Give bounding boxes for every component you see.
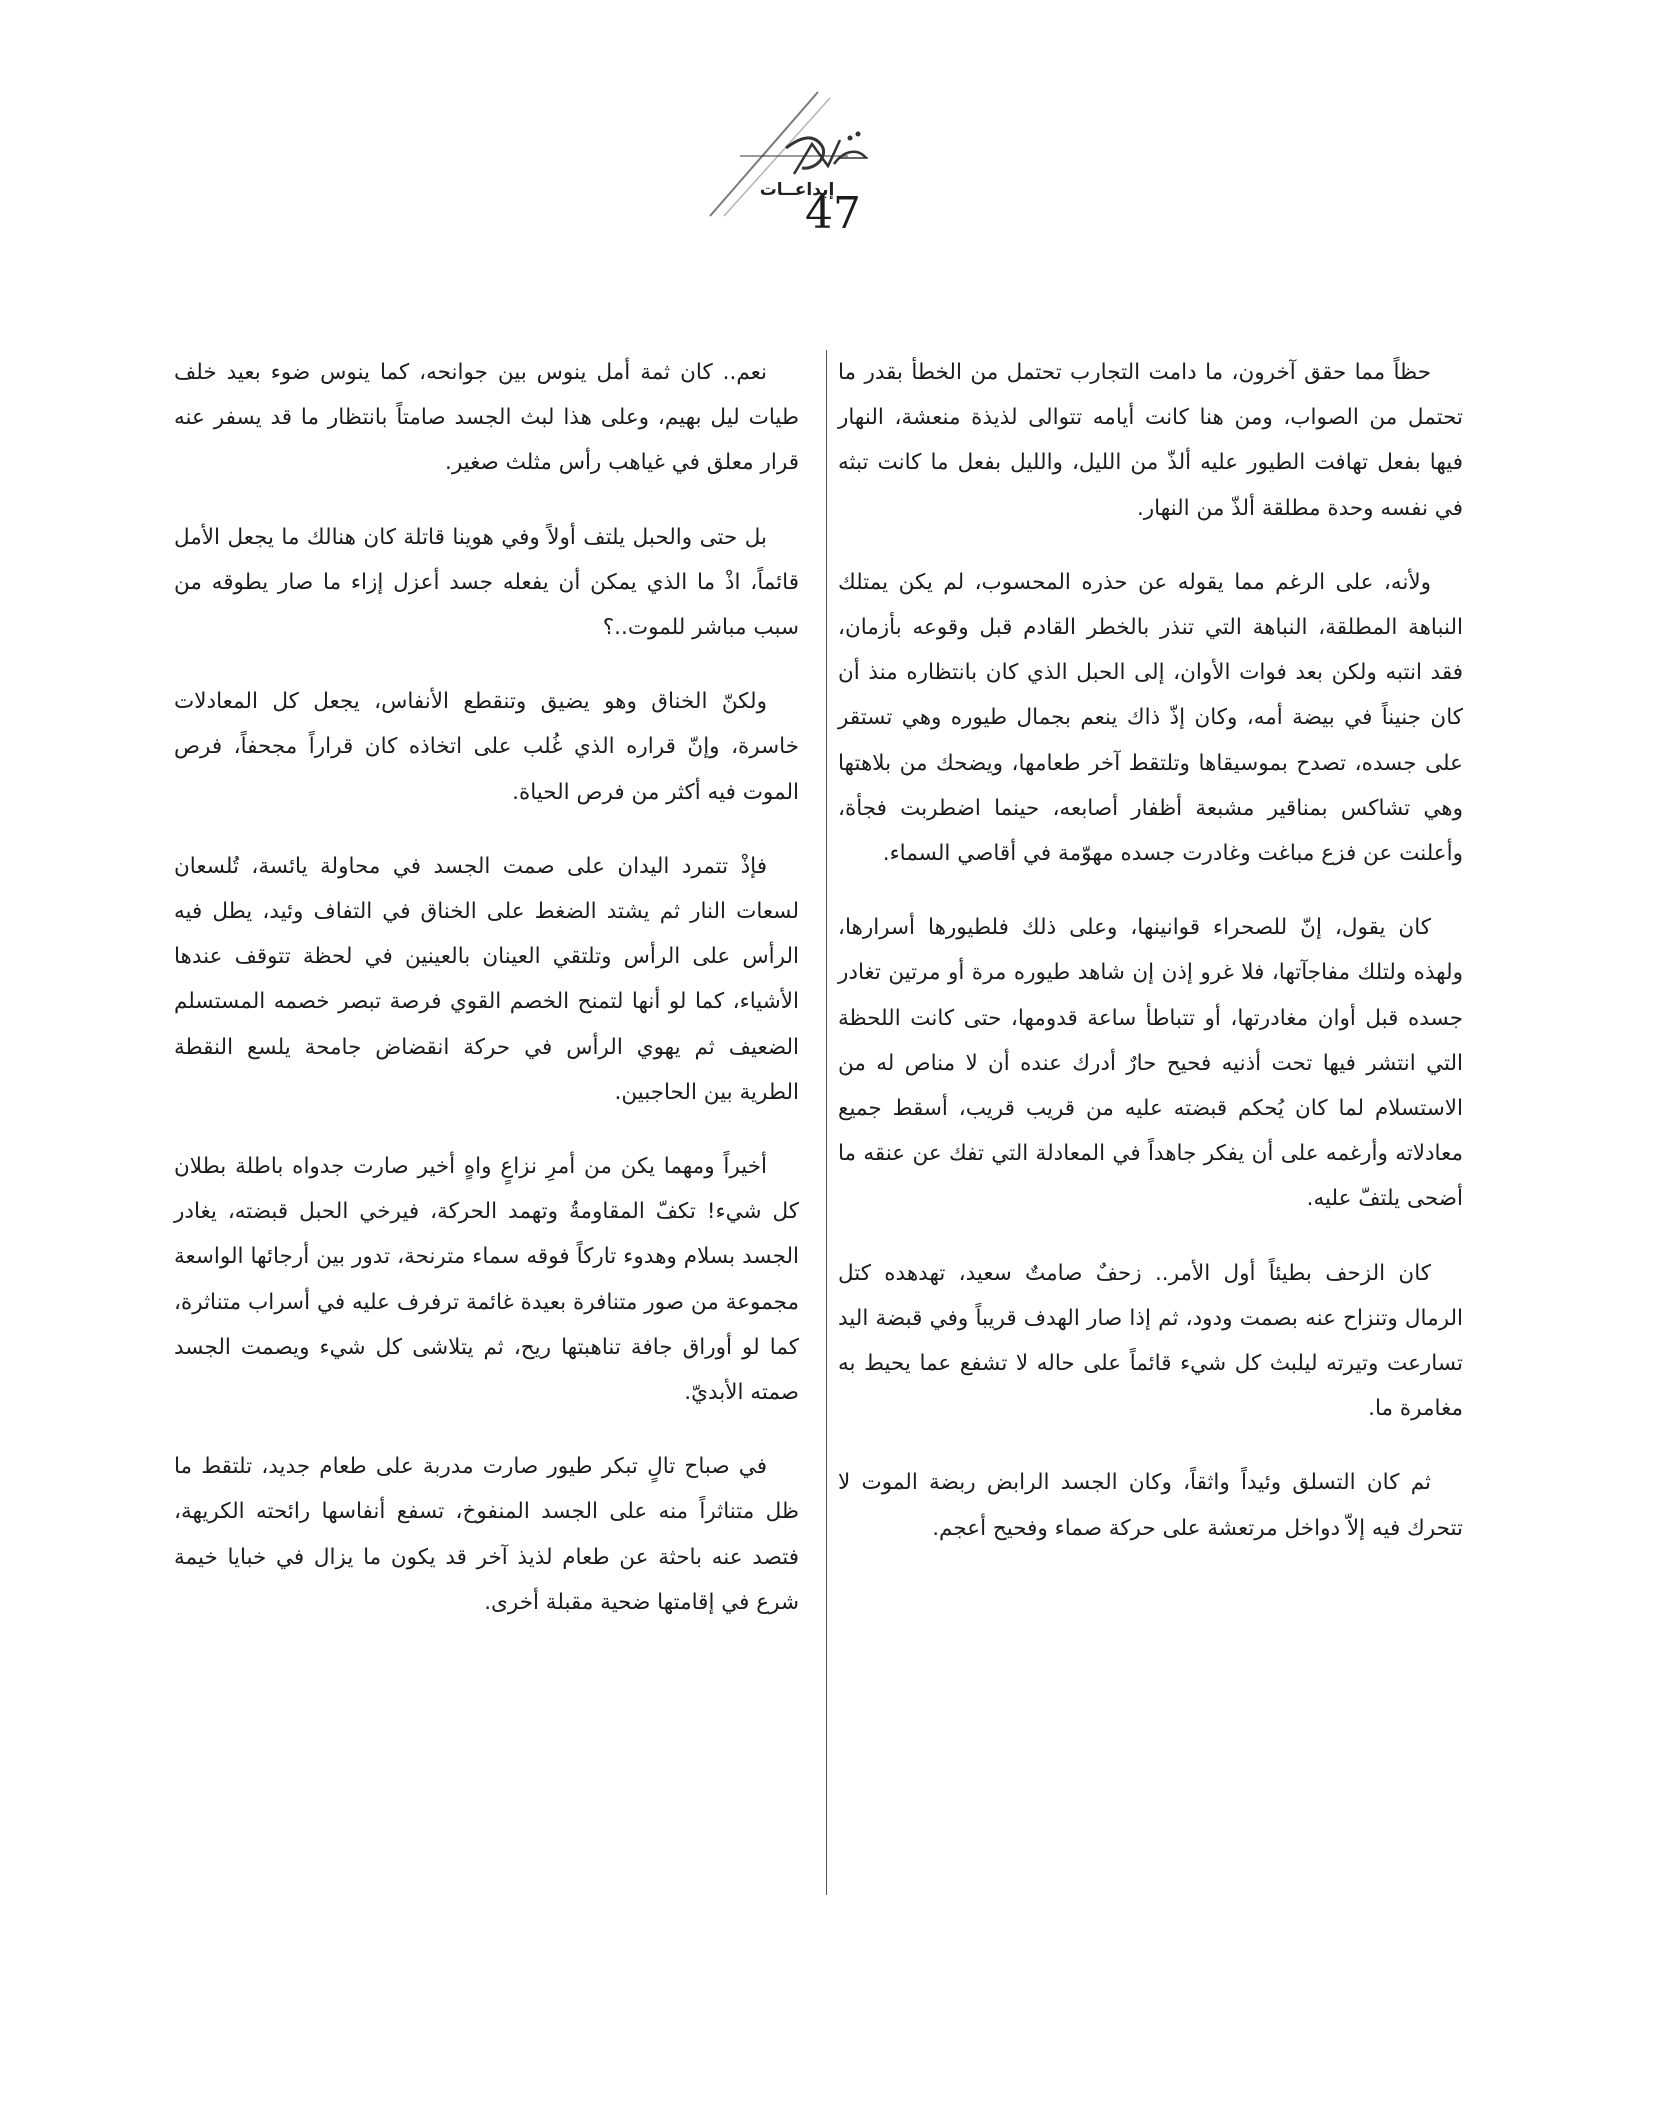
column-divider (826, 350, 827, 1895)
paragraph: ولأنه، على الرغم مما يقوله عن حذره المحسوب، لم يكن يمتلك النباهة المطلقة، النباهة التي تنذر بالخطر القادم قبل وقوعه بأزمان، فقد انتبه ولكن بعد فوات الأوان، إلى الحبل الذي كان بانتظاره منذ أن كان جنيناً في بيضة أمه، وكان إذّ ذاك ينعم بجمال طيوره وهي تستقر على جسده، تصدح بموسيقاها وتلتقط آخر طعامها، ويضحك من بلاهتها وهي تشاكس بمناقير مشبعة أظفار أصابعه، حينما اضطربت فجأة، وأعلنت عن فزع مباغت وغادرت جسده مهوّمة في أقاصي السماء. (838, 569, 1463, 867)
paragraph: ثم كان التسلق وئيداً واثقاً، وكان الجسد الرابض ربضة الموت لا تتحرك فيه إلاّ دواخل مرتعشة على حركة صماء وفحيح أعجم. (838, 1470, 1463, 1541)
paragraph: بل حتى والحبل يلتف أولاً وفي هوينا قاتلة كان هنالك ما يجعل الأمل قائماً، اذْ ما الذي يمكن أن يفعله جسد أعزل إزاء ما صار يطوقه من سبب مباشر للموت..؟ (174, 524, 799, 641)
paragraph: نعم.. كان ثمة أمل ينوس بين جوانحه، كما ينوس ضوء بعيد خلف طيات ليل بهيم، وعلى هذا لبث الجسد صامتاً بانتظار ما قد يسفر عنه قرار معلق في غياهب رأس مثلث صغير. (174, 360, 799, 476)
section-label: إبداعــات (759, 180, 835, 200)
article-column-right (838, 350, 1463, 1580)
page-number: 47 (805, 188, 861, 239)
article-column-left (174, 350, 799, 1654)
paragraph: كان يقول، إنّ للصحراء قوانينها، وعلى ذلك فلطيورها أسرارها، ولهذه ولتلك مفاجآتها، فلا غرو إذن إن شاهد طيوره مرة أو مرتين تغادر جسده قبل أوان مغادرتها، أو تتباطأ ساعة قدومها، حتى كانت اللحظة التي انتشر فيها تحت أذنيه فحيح حارٌ أدرك عنده أن لا مناص له من الاستسلام لما كان يُحكم قبضته عليه من قريب قريب، أسقط جميع معادلاته وأرغمه على أن يفكر جاهداً في المعادلة التي تفك عن عنقه ما أضحى يلتفّ عليه. (838, 915, 1463, 1212)
paragraph: أخيراً ومهما يكن من أمرِ نزاعٍ واهٍ أخير صارت جدواه باطلة بطلان كل شيء! تكفّ المقاومةُ وتهمد الحركة، فيرخي الحبل قبضته، يغادر الجسد بسلام وهدوء تاركاً فوقه سماء مترنحة، تدور بين أرجائها الواسعة مجموعة من صور متنافرة بعيدة غائمة ترفرف عليه في أسراب متناثرة، كما لو أوراق جافة تناهبتها ريح، ثم يتلاشى كل شيء ويصمت الجسد صمته الأبديّ. (174, 1154, 799, 1406)
paragraph: ولكنّ الخناق وهو يضيق وتنقطع الأنفاس، يجعل كل المعادلات خاسرة، وإنّ قراره الذي غُلب على اتخاذه كان قراراً مجحفاً، فرص الموت فيه أكثر من فرص الحياة. (174, 689, 799, 805)
paragraph: فإذْ تتمرد اليدان على صمت الجسد في محاولة يائسة، تُلسعان لسعات النار ثم يشتد الضغط على الخناق في التفاف وئيد، يطل فيه الرأس على الرأس وتلتقي العينان بالعينين في لحظة تتوقف عندها الأشياء، كما لو أنها لتمنح الخصم القوي فرصة تبصر خصمه المستسلم الضعيف ثم يهوي الرأس في حركة انقضاض جامحة يلسع النقطة الطرية بين الحاجبين. (174, 853, 799, 1105)
page-header (690, 88, 980, 238)
paragraph: حظاً مما حقق آخرون، ما دامت التجارب تحتمل من الخطأ بقدر ما تحتمل من الصواب، ومن هنا كانت أيامه تتوالى لذيذة منعشة، النهار فيها بفعل تهافت الطيور عليه ألذّ من الليل، والليل بفعل ما كانت تبثه في نفسه وحدة مطلقة ألذّ من النهار. (838, 360, 1463, 521)
paragraph: في صباح تالٍ تبكر طيور صارت مدربة على طعام جديد، تلتقط ما ظل متناثراً منه على الجسد المنفوخ، تسفع أنفاسها رائحته الكريهة، فتصد عنه باحثة عن طعام لذيذ آخر قد يكون ما يزال في خبايا خيمة شرع في إقامتها ضحية مقبلة أخرى. (174, 1454, 799, 1615)
paragraph: كان الزحف بطيئاً أول الأمر.. زحفٌ صامتٌ سعيد، تهدهده كتل الرمال وتنزاح عنه بصمت ودود، ثم إذا صار الهدف قريباً وفي قبضة اليد تسارعت وتيرته ليلبث كل شيء قائماً على حاله لا تشفع عما يحيط به مغامرة ما. (838, 1260, 1463, 1422)
